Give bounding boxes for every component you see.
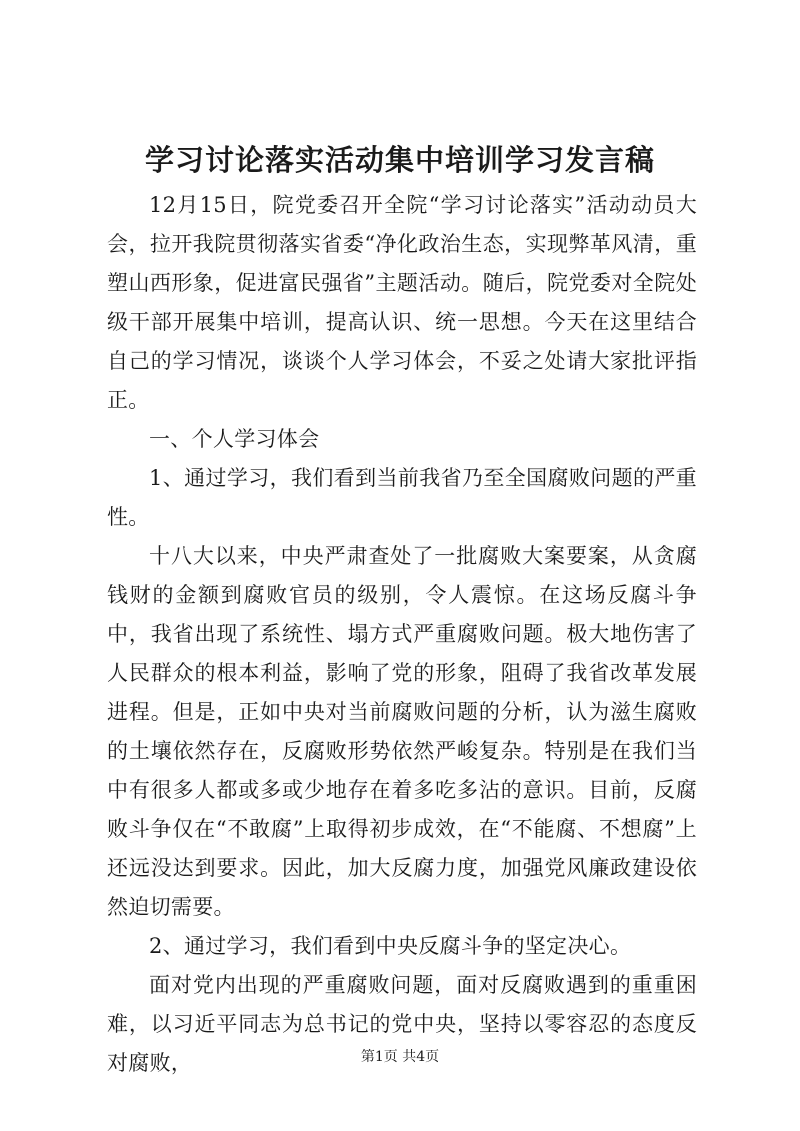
page-number-footer: 第1页 共4页 (360, 1049, 440, 1065)
document-body (107, 186, 697, 1083)
subheading-1: 1、通过学习，我们看到当前我省乃至全国腐败问题的严重性。 (107, 466, 697, 529)
document-title: 学习讨论落实活动集中培训学习发言稿 (144, 143, 655, 177)
paragraph-central-resolve: 面对党内出现的严重腐败问题，面对反腐败遇到的重重困难，以习近平同志为总书记的党中央，坚持以零容忍的态度反对腐败， (107, 973, 697, 1075)
section-heading: 一、个人学习体会 (149, 427, 320, 451)
paragraph-corruption-analysis: 十八大以来，中央严肃查处了一批腐败大案要案，从贪腐钱财的金额到腐败官员的级别，令人震惊。在这场反腐斗争中，我省出现了系统性、塌方式严重腐败问题。极大地伤害了人民群众的根本利益，影响了党的形象，阻碍了我省改革发展进程。但是，正如中央对当前腐败问题的分析，认为滋生腐败的土壤依然存在，反腐败形势依然严峻复杂。特别是在我们当中有很多人都或多或少地存在着多吃多沾的意识。目前，反腐败斗争仅在“不敢腐”上取得初步成效，在“不能腐、不想腐”上还远没达到要求。因此，加大反腐力度，加强党风廉政建设依然迫切需要。 (107, 544, 697, 919)
subheading-2: 2、通过学习，我们看到中央反腐斗争的坚定决心。 (149, 934, 632, 958)
paragraph-intro: 12月15日，院党委召开全院“学习讨论落实”活动动员大会，拉开我院贯彻落实省委“净化政治生态，实现弊革风清，重塑山西形象，促进富民强省”主题活动。随后，院党委对全院处级干部开展集中培训，提高认识、统一思想。今天在这里结合自己的学习情况，谈谈个人学习体会，不妥之处请大家批评指正。 (107, 193, 697, 412)
